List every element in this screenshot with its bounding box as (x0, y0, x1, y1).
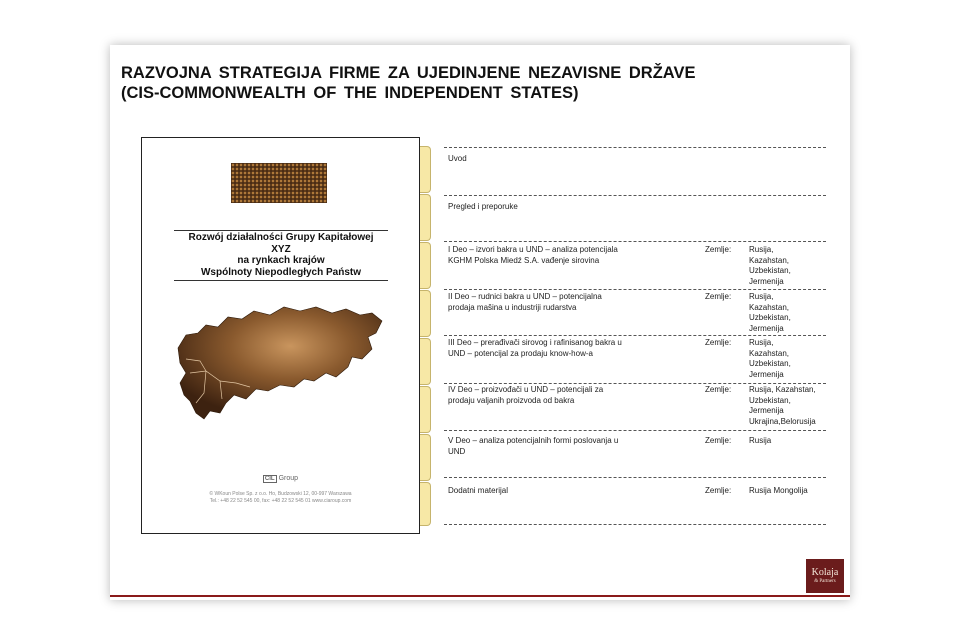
cover-address-line-1: © WKoun Polse Sp. z o.o. Ho, Budzowski 12, 00-997 Warszawa (209, 491, 352, 497)
countries-list (749, 338, 834, 380)
section-label-line: KGHM Polska Miedź S.A. vađenje sirovina (448, 255, 600, 265)
country-item: Uzbekistan, (749, 266, 791, 275)
binder-tab (420, 290, 431, 337)
section-label (448, 385, 658, 406)
binder-tab (420, 242, 431, 289)
section-label (448, 338, 658, 359)
country-item: Jermenija (749, 369, 784, 379)
cover-title-line-4: Wspólnoty Niepodległych Państw (200, 266, 361, 278)
countries-list (749, 385, 834, 427)
country-item: Rusija (749, 436, 772, 445)
zemlje-label: Zemlje: (705, 245, 732, 254)
cover-address (142, 491, 419, 505)
country-item: Uzbekistan, (749, 395, 791, 405)
section-label (448, 436, 658, 457)
cis-map-shape (178, 307, 382, 419)
report-cover (141, 137, 420, 534)
slide (110, 45, 850, 600)
cover-title-line-2: XYZ (271, 243, 291, 255)
cover-address-line-2: Tel.: +48 22 52 545 00, fax: +48 22 52 545 01 www.ciaroup.com (209, 498, 352, 504)
section-label-line: UND (448, 446, 466, 456)
binder-tab (420, 146, 431, 193)
footer-line (110, 595, 850, 597)
section-divider (444, 430, 826, 431)
section-label-line: prodaja mašina u industriji rudarstva (448, 302, 577, 312)
section-label-line: I Deo – izvori bakra u UND – analiza potencijala (448, 245, 618, 254)
zemlje-label: Zemlje: (705, 292, 732, 301)
binder-tab (420, 194, 431, 241)
country-item: Kazahstan, (749, 255, 790, 265)
country-item: Kazahstan, (749, 348, 790, 358)
group-logo-box: CIL (264, 476, 275, 482)
binder-tab (420, 434, 431, 481)
cis-map-image (176, 303, 386, 428)
section-divider (444, 147, 826, 148)
cover-group-logo (142, 475, 419, 483)
zemlje-label: Zemlje: (705, 338, 732, 347)
country-item: Uzbekistan, (749, 359, 791, 368)
country-item: Rusija, (749, 245, 774, 254)
country-item: Uzbekistan, (749, 313, 791, 322)
slide-title-line-2: (CIS-COMMONWEALTH OF THE INDEPENDENT STATES) (121, 84, 579, 102)
countries-list (749, 486, 834, 497)
country-item: Rusija, Kazahstan, (749, 385, 816, 394)
section-label-line: II Deo – rudnici bakra u UND – potencijalna (448, 292, 602, 301)
section-label (448, 202, 658, 213)
zemlje-label: Zemlje: (705, 436, 732, 445)
section-label (448, 245, 658, 266)
cover-title-line-3: na rynkach krajów (237, 255, 325, 266)
country-item: Jermenija (749, 276, 784, 286)
country-item: Jermenija (749, 323, 784, 333)
section-divider (444, 524, 826, 525)
cover-texture-block (231, 163, 327, 203)
cover-title-line-1: Rozwój działalności Grupy Kapitałowej (188, 232, 374, 243)
binder-tab (420, 386, 431, 433)
zemlje-label: Zemlje: (705, 385, 732, 394)
logo-sub: & Partners (814, 579, 836, 584)
binder-tab (420, 482, 431, 526)
slide-title (121, 63, 761, 103)
country-item: Rusija, (749, 338, 774, 347)
section-divider (444, 241, 826, 242)
logo-name: Kolaja (811, 567, 839, 578)
section-label-line: IV Deo – proizvođači u UND – potencijali za (448, 385, 604, 394)
countries-list (749, 245, 834, 287)
section-label-line: Uvod (448, 154, 467, 163)
section-label (448, 154, 658, 165)
section-divider (444, 477, 826, 478)
countries-list (749, 436, 834, 447)
section-divider (444, 289, 826, 290)
section-label-line: Pregled i preporuke (448, 202, 518, 211)
section-divider (444, 335, 826, 336)
group-logo-label: Group (278, 475, 299, 482)
section-label-line: prodaju valjanih proizvoda od bakra (448, 395, 575, 405)
section-label-line: Dodatni materijal (448, 486, 509, 495)
section-divider (444, 195, 826, 196)
binder-tab (420, 338, 431, 385)
countries-list (749, 292, 834, 334)
country-item: Ukrajina,Belorusija (749, 416, 816, 426)
country-item: Kazahstan, (749, 302, 790, 312)
country-item: Rusija, (749, 292, 774, 301)
section-label-line: III Deo – prerađivači sirovog i rafinisanog bakra u (448, 338, 622, 347)
country-item: Jermenija (749, 406, 784, 415)
section-label-line: UND – potencijal za prodaju know-how-a (448, 348, 593, 358)
zemlje-label: Zemlje: (705, 486, 732, 495)
section-label-line: V Deo – analiza potencijalnih formi poslovanja u (448, 436, 619, 445)
section-divider (444, 383, 826, 384)
kolaja-logo (806, 559, 844, 593)
section-label (448, 486, 658, 497)
section-label (448, 292, 658, 313)
cover-title (174, 230, 388, 281)
country-item: Rusija Mongolija (749, 486, 808, 495)
slide-title-line-1: RAZVOJNA STRATEGIJA FIRME ZA UJEDINJENE NEZAVISNE DRŽAVE (121, 64, 696, 82)
